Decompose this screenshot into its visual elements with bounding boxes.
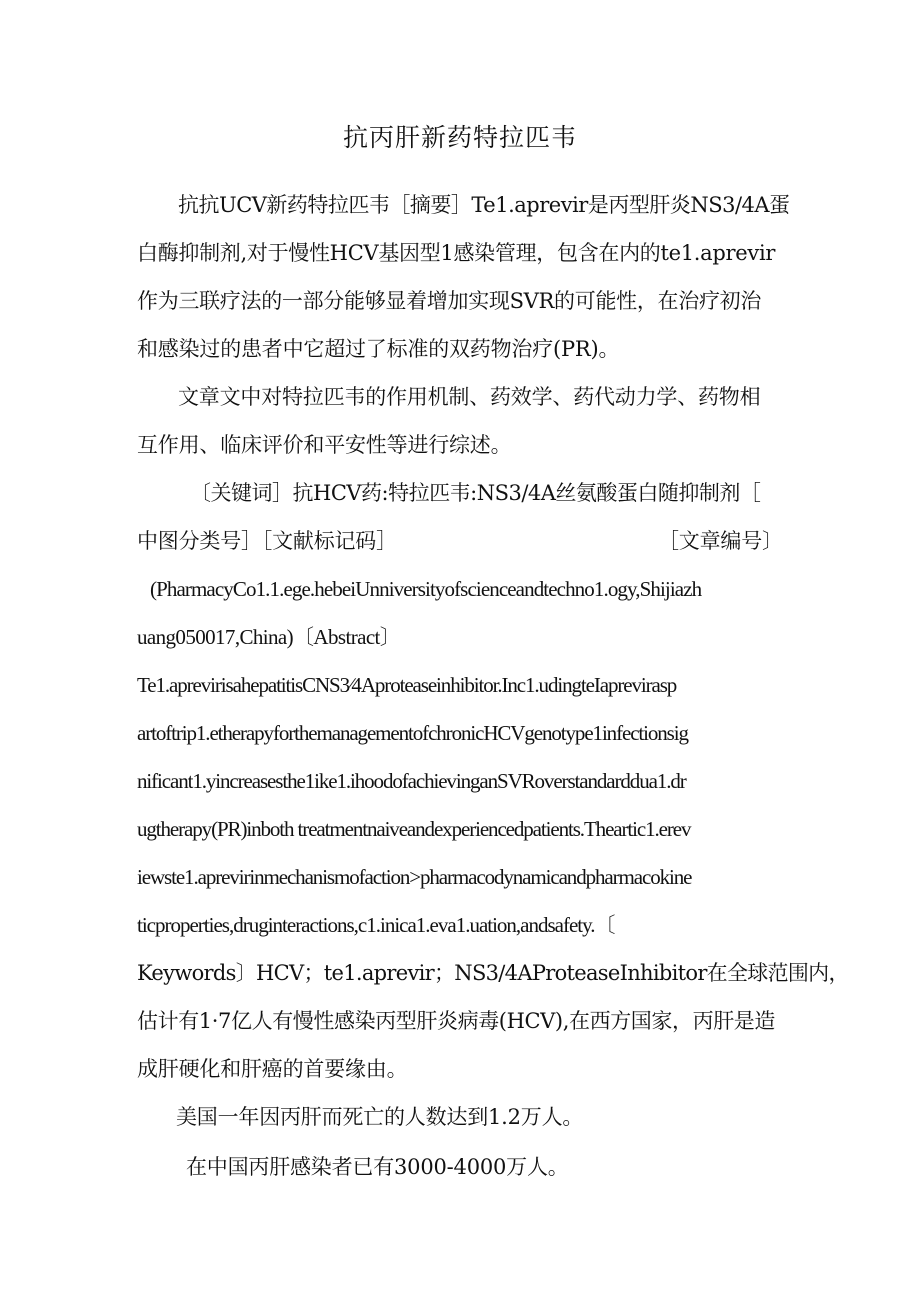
document-title: 抗丙肝新药特拉匹韦: [342, 123, 577, 152]
affiliation-line: (PharmacyCo1.1.ege.hebeiUnniversityofscienceandtechno1.ogy,Shijiazh: [150, 577, 702, 601]
paragraph-line: 文章文中对特拉匹韦的作用机制、药效学、药代动力学、药物相: [178, 385, 761, 409]
paragraph-line: 美国一年因丙肝而死亡的人数达到1.2万人。: [176, 1105, 584, 1129]
paragraph-line: 作为三联疗法的一部分能够显着增加实现SVR的可能性，在治疗初治: [137, 289, 762, 313]
paragraph-line: 白酶抑制剂,对于慢性HCV基因型1感染管理，包含在内的te1.aprevir: [137, 241, 776, 265]
classification-line: 中图分类号］［文献标记码］: [137, 529, 397, 553]
abstract-line: nificant1.yincreasesthe1ike1.ihoodofachievinganSVRoverstandarddua1.dr: [137, 769, 686, 793]
abstract-line: Te1.aprevirisahepatitisCNS3∕4Aproteaseinhibitor.Inc1.udingteIaprevirasp: [137, 673, 677, 697]
abstract-line: ugtherapy(PR)inboth treatmentnaiveandexperiencedpatients.Theartic1.erev: [137, 817, 691, 841]
paragraph-line: 互作用、临床评价和平安性等进行综述。: [137, 433, 512, 457]
paragraph-line: 成肝硬化和肝癌的首要缘由。: [137, 1057, 408, 1081]
affiliation-line: uang050017,China)〔Abstract〕: [137, 625, 401, 649]
paragraph-line: 在中国丙肝感染者已有3000-4000万人。: [186, 1155, 569, 1179]
paragraph-line: Keywords〕HCV；te1.aprevir；NS3∕4AProteaseInhibitor在全球范围内，: [137, 961, 849, 985]
article-number-label: ［文章编号〕: [658, 529, 783, 553]
keywords-line: 〔关键词］抗HCV药:特拉匹韦:NS3/4A丝氨酸蛋白随抑制剂［: [190, 481, 761, 505]
paragraph-line: 估计有1·7亿人有慢性感染丙型肝炎病毒(HCV),在西方国家，丙肝是造: [137, 1009, 776, 1033]
abstract-line: iewste1.aprevirinmechanismofaction>pharmacodynamicandpharmacokine: [137, 865, 692, 889]
paragraph-line: 和感染过的患者中它超过了标准的双药物治疗(PR)。: [137, 337, 620, 361]
paragraph-line: 抗抗UCV新药特拉匹韦［摘要］Te1.aprevir是丙型肝炎NS3/4A蛋: [178, 193, 790, 217]
abstract-line: ticproperties,druginteractions,c1.inica1.eva1.uation,andsafety.〔: [137, 913, 615, 937]
abstract-line: artoftrip1.etherapyforthemanagementofchronicHCVgenotype1infectionsig: [137, 721, 688, 745]
